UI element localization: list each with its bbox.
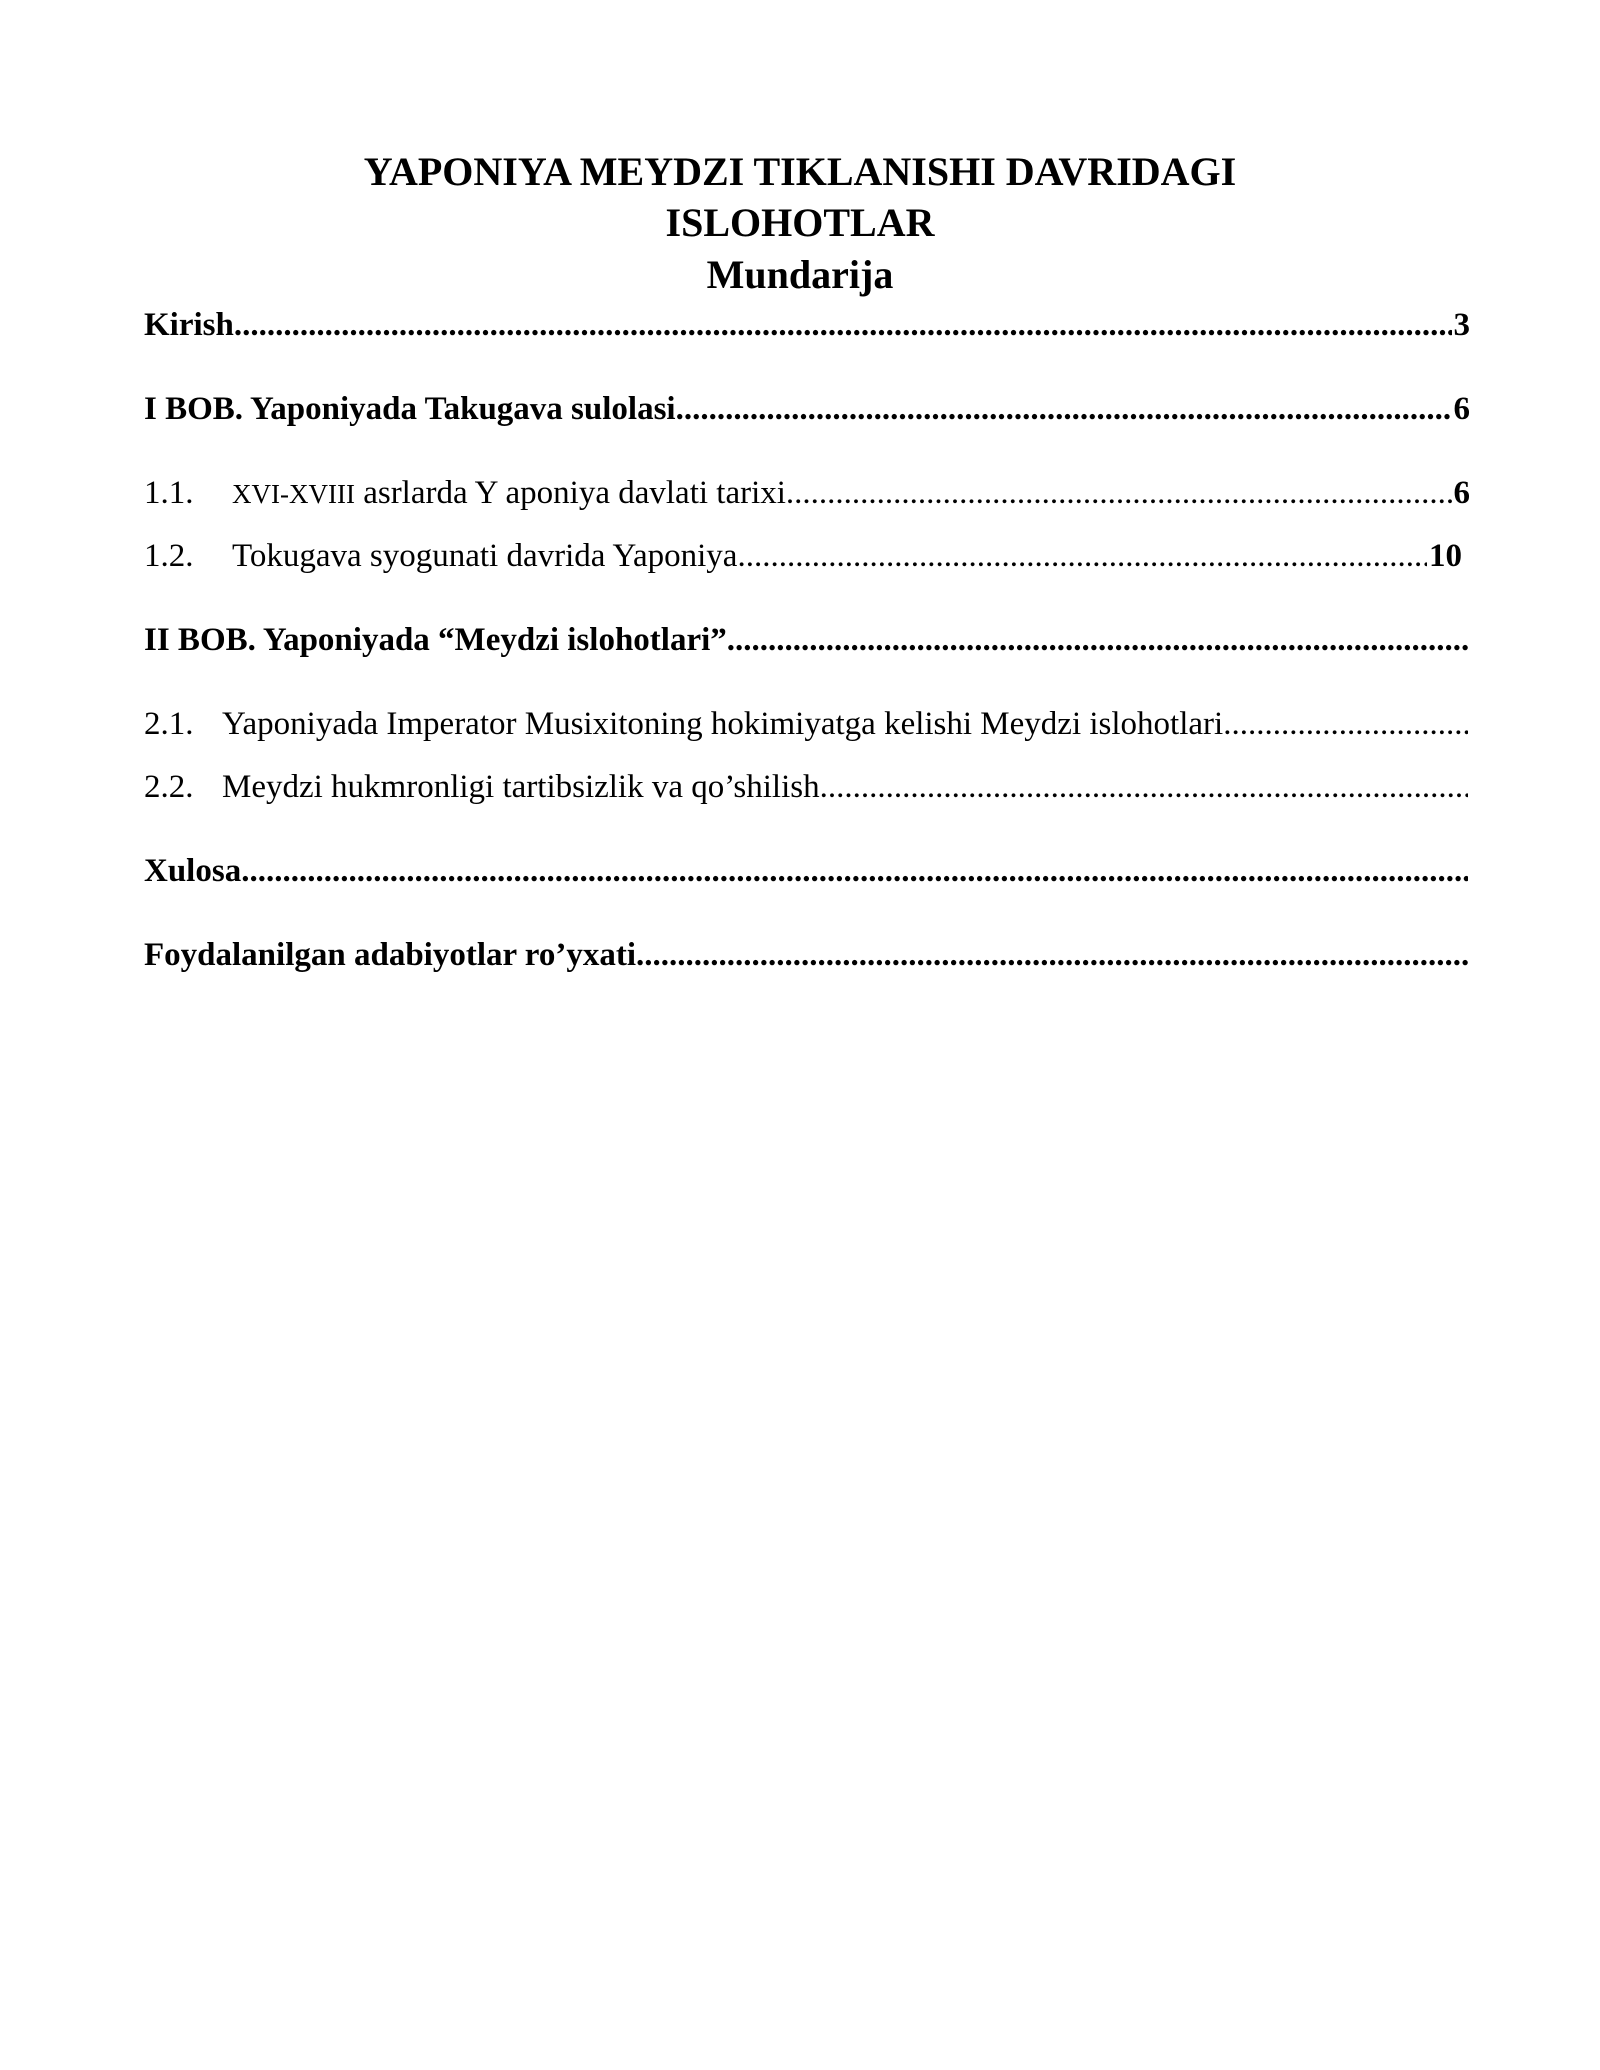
toc-entry-xulosa[interactable] [144, 848, 1470, 894]
toc-page-number: 6 [1453, 475, 1470, 511]
toc-entry-section-2-2[interactable] [144, 764, 1470, 810]
toc-entry-text-prefix: XVI-XVIII [232, 479, 355, 509]
toc-entry-text-rest: asrlarda Y aponiya davlati tarixi [354, 475, 786, 511]
toc-leader-dots [636, 932, 1468, 978]
document-title-line-1: YAPONIYA MEYDZI TIKLANISHI DAVRIDAGI [363, 149, 1237, 194]
toc-entry-number: 2.2. [144, 769, 194, 805]
toc-entry-section-2-1[interactable] [144, 701, 1470, 747]
toc-leader-dots [234, 302, 1452, 348]
toc-leader-dots [786, 470, 1452, 516]
toc-entry-text: Kirish [144, 307, 234, 343]
toc-leader-dots [241, 848, 1468, 894]
toc-entry-text: Yaponiyada Imperator Musixitoning hokimiyatga kelishi Meydzi islohotlari [222, 706, 1224, 742]
toc-entry-section-1-1[interactable] [144, 470, 1470, 516]
toc-leader-dots [727, 617, 1468, 663]
toc-entry-text: Meydzi hukmronligi tartibsizlik va qo’shilish [222, 769, 820, 805]
toc-entry-kirish[interactable] [144, 302, 1470, 348]
toc-leader-dots [737, 533, 1427, 579]
toc-entry-text: II BOB. Yaponiyada “Meydzi islohotlari” [144, 622, 727, 658]
toc-entry-text: Xulosa [144, 853, 242, 889]
toc-entry-number: 2.1. [144, 706, 194, 742]
toc-page-number: 6 [1453, 391, 1470, 427]
toc-entry-number: 1.1. [144, 475, 194, 511]
toc-entry-bibliography[interactable] [144, 932, 1470, 978]
toc-page-number: 3 [1453, 307, 1470, 343]
toc-entry-section-1-2[interactable] [144, 533, 1462, 579]
document-title-line-2: ISLOHOTLAR [665, 200, 935, 245]
toc-heading: Mundarija [706, 252, 894, 297]
toc-leader-dots [1223, 701, 1468, 747]
toc-entry-chapter-1[interactable] [144, 386, 1470, 432]
toc-entry-number: 1.2. [144, 538, 194, 574]
toc-entry-text: I BOB. Yaponiyada Takugava sulolasi [144, 391, 676, 427]
toc-entry-text [232, 470, 786, 516]
toc-entry-text: Tokugava syogunati davrida Yaponiya [232, 538, 738, 574]
toc-entry-chapter-2[interactable] [144, 617, 1470, 663]
toc-page-number: 10 [1429, 538, 1462, 574]
toc-leader-dots [820, 764, 1468, 810]
toc-leader-dots [676, 386, 1452, 432]
toc-entry-text: Foydalanilgan adabiyotlar ro’yxati [144, 937, 637, 973]
